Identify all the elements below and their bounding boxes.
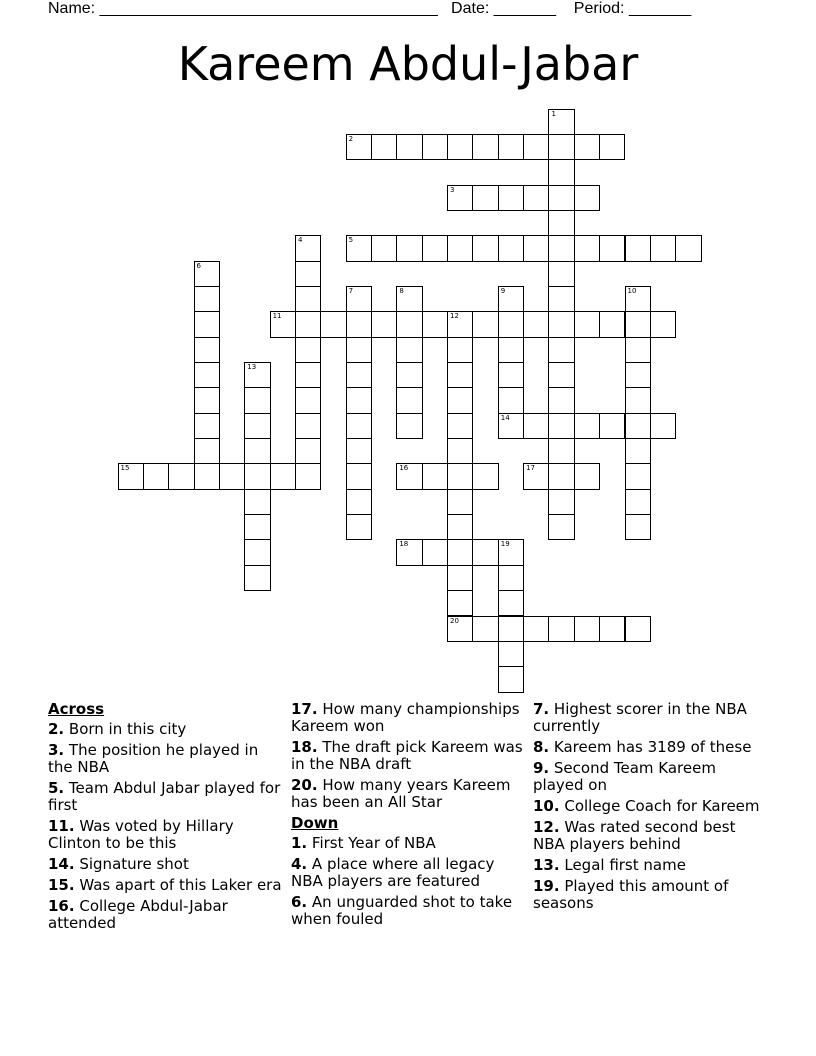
grid-cell[interactable]	[244, 413, 270, 439]
grid-cell[interactable]	[194, 438, 220, 464]
grid-cell[interactable]	[295, 463, 321, 489]
grid-cell[interactable]	[447, 337, 473, 363]
clue-number-label: 16.	[48, 897, 75, 915]
clue-number: 6	[196, 261, 202, 270]
grid-cell[interactable]	[498, 616, 524, 642]
grid-cell[interactable]	[346, 362, 372, 388]
grid-cell[interactable]	[346, 286, 372, 312]
grid-cell[interactable]	[168, 463, 194, 489]
grid-cell[interactable]	[219, 463, 245, 489]
clue-text: College Coach for Kareem	[559, 797, 760, 815]
clue-item	[48, 877, 284, 894]
clue-item	[291, 835, 527, 852]
grid-cell[interactable]	[472, 134, 498, 160]
clue-text: An unguarded shot to take when fouled	[291, 893, 513, 928]
clue-number: 15	[120, 464, 130, 473]
grid-cell[interactable]	[498, 666, 524, 692]
grid-cell[interactable]	[244, 362, 270, 388]
grid-cell[interactable]	[498, 235, 524, 261]
grid-cell[interactable]	[625, 438, 651, 464]
grid-cell[interactable]	[244, 387, 270, 413]
clue-text: Highest scorer in the NBA currently	[533, 700, 747, 735]
clue-number-label: 12.	[533, 818, 560, 836]
grid-cell[interactable]	[498, 413, 524, 439]
grid-cell[interactable]	[625, 413, 651, 439]
grid-cell[interactable]	[422, 235, 448, 261]
grid-cell[interactable]	[548, 235, 574, 261]
grid-cell[interactable]	[548, 489, 574, 515]
grid-cell[interactable]	[548, 311, 574, 337]
clue-text: The draft pick Kareem was in the NBA draft	[291, 738, 523, 773]
clue-number-label: 8.	[533, 738, 550, 756]
grid-cell[interactable]	[625, 337, 651, 363]
clues-column-2	[291, 701, 527, 932]
clue-item	[533, 798, 769, 815]
clue-number: 17	[526, 464, 536, 473]
grid-cell[interactable]	[625, 489, 651, 515]
clue-number: 12	[450, 312, 459, 321]
grid-cell[interactable]	[548, 463, 574, 489]
grid-cell[interactable]	[548, 109, 574, 135]
clue-number: 9	[500, 286, 506, 295]
grid-cell[interactable]	[244, 463, 270, 489]
grid-cell[interactable]	[574, 185, 600, 211]
grid-cell[interactable]	[447, 362, 473, 388]
clue-item	[48, 742, 284, 776]
clue-number: 1	[551, 109, 556, 118]
clue-text: Played this amount of seasons	[533, 877, 729, 912]
clue-number-label: 3.	[48, 741, 65, 759]
grid-cell[interactable]	[447, 438, 473, 464]
grid-cell[interactable]	[523, 616, 549, 642]
grid-cell[interactable]	[498, 565, 524, 591]
grid-cell[interactable]	[548, 362, 574, 388]
grid-cell[interactable]	[523, 134, 549, 160]
grid-cell[interactable]	[371, 134, 397, 160]
grid-cell[interactable]	[447, 185, 473, 211]
grid-cell[interactable]	[548, 159, 574, 185]
grid-cell[interactable]	[472, 311, 498, 337]
grid-cell[interactable]	[523, 235, 549, 261]
clue-number: 2	[348, 134, 354, 143]
grid-cell[interactable]	[244, 514, 270, 540]
clue-text: Kareem has 3189 of these	[549, 738, 752, 756]
clue-item	[48, 818, 284, 852]
grid-cell[interactable]	[548, 134, 574, 160]
grid-cell[interactable]	[346, 387, 372, 413]
clue-item	[291, 739, 527, 773]
grid-cell[interactable]	[244, 489, 270, 515]
clue-number: 7	[348, 286, 354, 295]
grid-cell[interactable]	[346, 337, 372, 363]
clue-item	[291, 894, 527, 928]
grid-cell[interactable]	[371, 311, 397, 337]
grid-cell[interactable]	[548, 413, 574, 439]
grid-cell[interactable]	[447, 590, 473, 616]
grid-cell[interactable]	[650, 311, 676, 337]
clue-text: College Abdul-Jabar attended	[48, 897, 228, 932]
grid-cell[interactable]	[194, 311, 220, 337]
grid-cell[interactable]	[548, 261, 574, 287]
grid-cell[interactable]	[472, 539, 498, 565]
grid-cell[interactable]	[320, 311, 346, 337]
grid-cell[interactable]	[447, 235, 473, 261]
grid-cell[interactable]	[599, 616, 625, 642]
grid-cell[interactable]	[625, 286, 651, 312]
grid-cell[interactable]	[498, 590, 524, 616]
grid-cell[interactable]	[574, 413, 600, 439]
clue-number-label: 1.	[291, 834, 308, 852]
clue-text: The position he played in the NBA	[48, 741, 259, 776]
clue-item	[533, 878, 769, 912]
clue-item	[533, 819, 769, 853]
clue-number-label: 5.	[48, 779, 65, 797]
clue-number: 3	[450, 185, 455, 194]
grid-cell[interactable]	[498, 641, 524, 667]
grid-cell[interactable]	[396, 463, 422, 489]
clue-item	[48, 856, 284, 873]
grid-cell[interactable]	[194, 261, 220, 287]
grid-cell[interactable]	[447, 514, 473, 540]
clue-text: Was apart of this Laker era	[74, 876, 282, 894]
grid-cell[interactable]	[548, 185, 574, 211]
grid-cell[interactable]	[244, 565, 270, 591]
grid-cell[interactable]	[346, 311, 372, 337]
clue-number: 19	[500, 540, 510, 549]
grid-cell[interactable]	[270, 311, 296, 337]
grid-cell[interactable]	[574, 616, 600, 642]
grid-cell[interactable]	[422, 134, 448, 160]
grid-cell[interactable]	[346, 514, 372, 540]
clue-text: Second Team Kareem played on	[533, 759, 716, 794]
grid-cell[interactable]	[523, 185, 549, 211]
clue-number-label: 17.	[291, 700, 318, 718]
grid-cell[interactable]	[346, 489, 372, 515]
clue-number: 18	[399, 540, 409, 549]
grid-cell[interactable]	[625, 235, 651, 261]
clues-column-1	[48, 701, 284, 936]
clue-number: 8	[399, 286, 404, 295]
clue-item	[48, 898, 284, 932]
clue-number-label: 11.	[48, 817, 75, 835]
grid-cell[interactable]	[396, 387, 422, 413]
grid-cell[interactable]	[295, 261, 321, 287]
grid-cell[interactable]	[548, 210, 574, 236]
grid-cell[interactable]	[422, 539, 448, 565]
grid-cell[interactable]	[599, 134, 625, 160]
clue-number-label: 20.	[291, 776, 318, 794]
grid-cell[interactable]	[295, 413, 321, 439]
clue-number-label: 7.	[533, 700, 550, 718]
grid-cell[interactable]	[548, 387, 574, 413]
grid-cell[interactable]	[472, 616, 498, 642]
grid-cell[interactable]	[396, 235, 422, 261]
clue-number-label: 18.	[291, 738, 318, 756]
grid-cell[interactable]	[396, 311, 422, 337]
grid-cell[interactable]	[599, 413, 625, 439]
clue-number: 4	[297, 236, 303, 245]
clue-item	[291, 777, 527, 811]
grid-cell[interactable]	[498, 286, 524, 312]
grid-cell[interactable]	[143, 463, 169, 489]
clue-number: 20	[450, 616, 459, 625]
grid-cell[interactable]	[447, 616, 473, 642]
grid-cell[interactable]	[548, 438, 574, 464]
grid-cell[interactable]	[244, 438, 270, 464]
grid-cell[interactable]	[295, 337, 321, 363]
grid-cell[interactable]	[625, 463, 651, 489]
clue-number-label: 4.	[291, 855, 308, 873]
grid-cell[interactable]	[625, 311, 651, 337]
clue-text: Born in this city	[64, 720, 187, 738]
clue-number: 5	[348, 236, 354, 245]
grid-cell[interactable]	[295, 235, 321, 261]
grid-cell[interactable]	[498, 539, 524, 565]
clue-item	[291, 701, 527, 735]
grid-cell[interactable]	[447, 489, 473, 515]
grid-cell[interactable]	[346, 235, 372, 261]
grid-cell[interactable]	[523, 463, 549, 489]
clue-text: Was voted by Hillary Clinton to be this	[48, 817, 234, 852]
grid-cell[interactable]	[396, 539, 422, 565]
clue-number-label: 13.	[533, 856, 560, 874]
grid-cell[interactable]	[194, 286, 220, 312]
grid-cell[interactable]	[447, 413, 473, 439]
clue-number: 14	[500, 413, 510, 422]
grid-cell[interactable]	[447, 463, 473, 489]
grid-cell[interactable]	[396, 362, 422, 388]
clue-text: A place where all legacy NBA players are featured	[291, 855, 495, 890]
grid-cell[interactable]	[625, 616, 651, 642]
grid-cell[interactable]	[396, 337, 422, 363]
across-heading: Across	[48, 700, 105, 718]
grid-cell[interactable]	[295, 387, 321, 413]
grid-cell[interactable]	[396, 286, 422, 312]
clue-item	[48, 721, 284, 738]
grid-cell[interactable]	[346, 438, 372, 464]
grid-cell[interactable]	[498, 387, 524, 413]
grid-cell[interactable]	[523, 413, 549, 439]
grid-cell[interactable]	[625, 362, 651, 388]
clue-number-label: 10.	[533, 797, 560, 815]
grid-cell[interactable]	[523, 311, 549, 337]
grid-cell[interactable]	[599, 311, 625, 337]
grid-cell[interactable]	[650, 413, 676, 439]
clue-text: How many championships Kareem won	[291, 700, 520, 735]
clue-item	[533, 760, 769, 794]
grid-cell[interactable]	[244, 539, 270, 565]
clue-number-label: 14.	[48, 855, 75, 873]
worksheet-header: Name: ______________________________________ Date: _______ Period: _______	[48, 0, 692, 17]
grid-cell[interactable]	[472, 185, 498, 211]
clue-item	[533, 701, 769, 735]
grid-cell[interactable]	[498, 311, 524, 337]
grid-cell[interactable]	[295, 438, 321, 464]
clue-number-label: 6.	[291, 893, 308, 911]
grid-cell[interactable]	[194, 387, 220, 413]
clue-number: 13	[247, 363, 257, 371]
grid-cell[interactable]	[396, 134, 422, 160]
grid-cell[interactable]	[625, 387, 651, 413]
grid-cell[interactable]	[447, 539, 473, 565]
grid-cell[interactable]	[498, 362, 524, 388]
grid-cell[interactable]	[599, 235, 625, 261]
grid-cell[interactable]	[194, 413, 220, 439]
grid-cell[interactable]	[574, 134, 600, 160]
down-heading: Down	[291, 814, 339, 832]
grid-cell[interactable]	[422, 311, 448, 337]
grid-cell[interactable]	[194, 362, 220, 388]
clue-text: Team Abdul Jabar played for first	[48, 779, 281, 814]
grid-cell[interactable]	[498, 134, 524, 160]
grid-cell[interactable]	[650, 235, 676, 261]
grid-cell[interactable]	[346, 413, 372, 439]
grid-cell[interactable]	[447, 565, 473, 591]
clue-text: How many years Kareem has been an All Star	[291, 776, 511, 811]
clue-item	[291, 856, 527, 890]
clue-number-label: 9.	[533, 759, 550, 777]
grid-cell[interactable]	[548, 337, 574, 363]
grid-cell[interactable]	[548, 514, 574, 540]
grid-cell[interactable]	[498, 185, 524, 211]
grid-cell[interactable]	[447, 134, 473, 160]
page-title: Kareem Abdul-Jabar	[177, 37, 639, 91]
grid-cell[interactable]	[548, 286, 574, 312]
clue-item	[48, 780, 284, 814]
grid-cell[interactable]	[295, 311, 321, 337]
clue-text: Was rated second best NBA players behind	[533, 818, 736, 853]
clues-column-3	[533, 701, 769, 916]
grid-cell[interactable]	[371, 235, 397, 261]
clue-number-label: 15.	[48, 876, 75, 894]
clue-number-label: 2.	[48, 720, 65, 738]
grid-cell[interactable]	[675, 235, 701, 261]
grid-cell[interactable]	[447, 387, 473, 413]
clue-text: Legal first name	[559, 856, 686, 874]
grid-cell[interactable]	[396, 413, 422, 439]
grid-cell[interactable]	[625, 514, 651, 540]
clue-number-label: 19.	[533, 877, 560, 895]
grid-cell[interactable]	[422, 463, 448, 489]
grid-cell[interactable]	[574, 235, 600, 261]
grid-cell[interactable]	[498, 337, 524, 363]
clue-number: 11	[272, 312, 282, 321]
grid-cell[interactable]	[346, 463, 372, 489]
grid-cell[interactable]	[574, 463, 600, 489]
clue-number: 10	[627, 286, 637, 295]
clue-text: Signature shot	[74, 855, 189, 873]
grid-cell[interactable]	[574, 311, 600, 337]
grid-cell[interactable]	[295, 362, 321, 388]
clue-number: 16	[399, 464, 409, 473]
grid-cell[interactable]	[472, 235, 498, 261]
grid-cell[interactable]	[270, 463, 296, 489]
clue-text: First Year of NBA	[307, 834, 436, 852]
clue-item	[533, 739, 769, 756]
grid-cell[interactable]	[295, 286, 321, 312]
clue-item	[533, 857, 769, 874]
grid-cell[interactable]	[346, 134, 372, 160]
grid-cell[interactable]	[118, 463, 144, 489]
grid-cell[interactable]	[548, 616, 574, 642]
grid-cell[interactable]	[194, 463, 220, 489]
grid-cell[interactable]	[472, 463, 498, 489]
grid-cell[interactable]	[194, 337, 220, 363]
grid-cell[interactable]	[447, 311, 473, 337]
